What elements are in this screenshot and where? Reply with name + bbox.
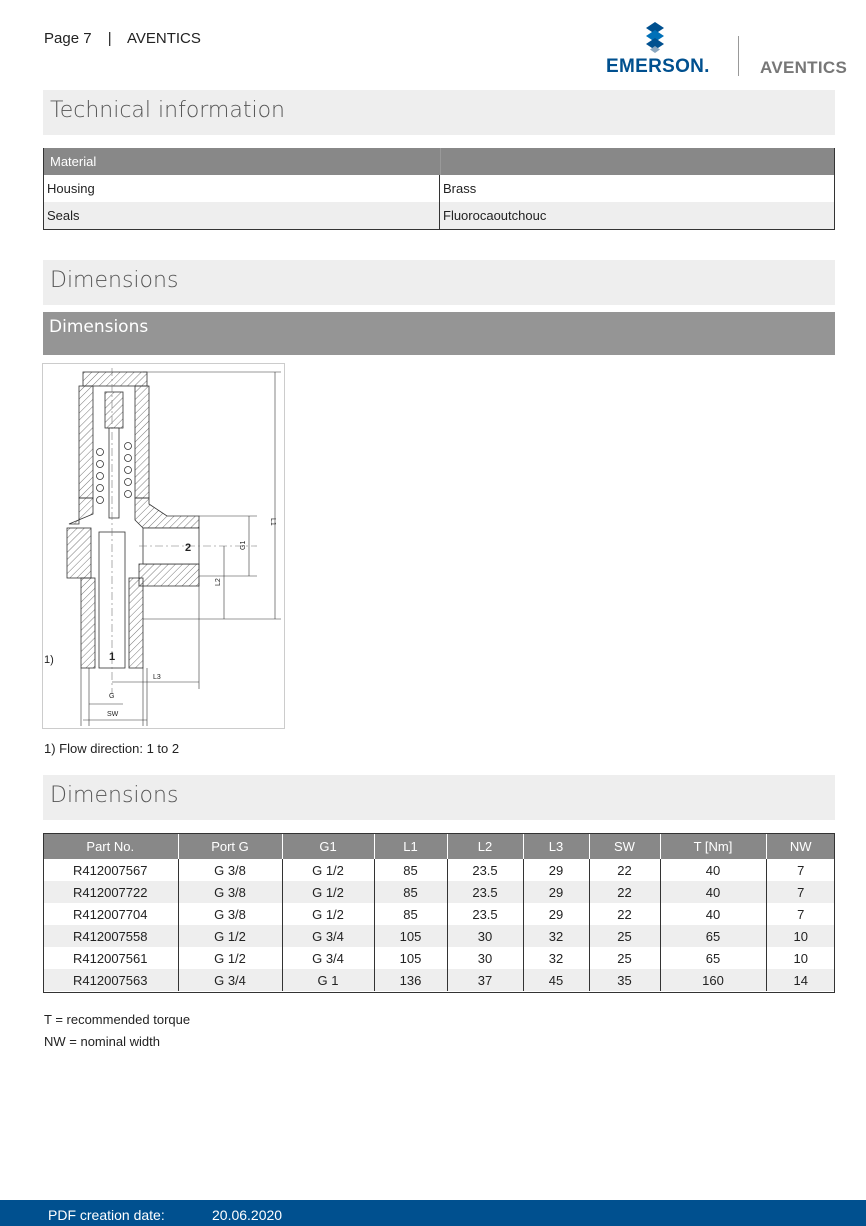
column-header: L2: [447, 833, 523, 859]
column-header: L1: [374, 833, 447, 859]
table-cell: G 3/8: [178, 903, 282, 925]
table-cell: 7: [797, 884, 805, 900]
dimensions-heading: [43, 260, 835, 305]
header-brand: AVENTICS: [126, 30, 201, 47]
material-table: [43, 148, 835, 230]
table-cell: 25: [589, 947, 660, 969]
table-cell: 10: [793, 950, 808, 966]
drawing-note-marker: 1): [44, 654, 54, 666]
dimensions-title: Dimensions: [50, 268, 179, 293]
pdf-creation-label: PDF creation date:: [48, 1207, 165, 1223]
table-cell: G 1/2: [282, 903, 374, 925]
table-cell: R412007561: [43, 947, 178, 969]
table-cell: 22: [589, 881, 660, 903]
column-header: L3: [523, 833, 589, 859]
table-cell: 30: [447, 947, 523, 969]
column-header: Part No.: [43, 833, 178, 859]
table-cell: R412007563: [43, 969, 178, 991]
technical-info-heading: [43, 90, 835, 135]
table-cell: G 3/4: [282, 947, 374, 969]
table-cell: 45: [523, 969, 589, 991]
table-cell: 23.5: [447, 881, 523, 903]
material-row: [44, 175, 834, 202]
table-row: [43, 969, 835, 991]
material-table-header: Material: [44, 148, 834, 175]
material-row: [44, 202, 834, 229]
aventics-wordmark: AVENTICS: [760, 58, 848, 77]
table-cell: 35: [589, 969, 660, 991]
column-header: T [Nm]: [660, 833, 766, 859]
nominal-width-legend: NW = nominal width: [44, 1034, 160, 1049]
table-cell: G 1/2: [282, 881, 374, 903]
dimensions-subheading: [43, 312, 835, 355]
pdf-creation-date: 20.06.2020: [212, 1207, 283, 1223]
g-label: G: [109, 693, 115, 700]
table-row: [43, 925, 835, 947]
table-cell: R412007722: [43, 881, 178, 903]
technical-info-title: Technical information: [50, 98, 285, 123]
table-row: [43, 903, 835, 925]
table-cell: 85: [374, 881, 447, 903]
port-1-label: 1: [109, 651, 116, 663]
header-separator: |: [107, 30, 112, 47]
table-cell: 7: [797, 906, 805, 922]
column-header: G1: [282, 833, 374, 859]
table-cell: 32: [523, 925, 589, 947]
table-cell: 40: [660, 859, 766, 881]
dimensions-table-heading: [43, 775, 835, 820]
table-cell: 7: [797, 862, 805, 878]
l2-label: L2: [215, 578, 222, 586]
table-cell: 85: [374, 903, 447, 925]
dimensions-table: [43, 833, 835, 991]
flow-direction-footnote: 1) Flow direction: 1 to 2: [44, 741, 180, 756]
table-cell: R412007567: [43, 859, 178, 881]
table-cell: G 3/8: [178, 881, 282, 903]
table-cell: R412007704: [43, 903, 178, 925]
l3-label: L3: [153, 674, 161, 681]
dimensions-subtitle: Dimensions: [49, 317, 149, 337]
table-cell: 65: [660, 947, 766, 969]
table-cell: 40: [660, 903, 766, 925]
table-cell: G 1/2: [178, 947, 282, 969]
column-header: SW: [589, 833, 660, 859]
table-cell: 23.5: [447, 859, 523, 881]
table-row: [43, 947, 835, 969]
page-footer: [0, 1200, 866, 1226]
table-cell: 37: [447, 969, 523, 991]
table-cell: 29: [523, 859, 589, 881]
valve-cross-section-icon: [43, 364, 284, 728]
table-cell: 29: [523, 903, 589, 925]
table-cell: 85: [374, 859, 447, 881]
table-row: [43, 859, 835, 881]
table-cell: G 3/4: [178, 969, 282, 991]
l1-label: L1: [269, 518, 276, 526]
dimensions-table-title: Dimensions: [50, 783, 179, 808]
company-logo: [604, 22, 860, 82]
torque-legend: T = recommended torque: [44, 1012, 191, 1027]
table-cell: G 3/8: [178, 859, 282, 881]
g1-label: G1: [240, 540, 247, 550]
table-cell: 40: [660, 881, 766, 903]
page-label: Page: [44, 30, 80, 47]
table-cell: G 3/4: [282, 925, 374, 947]
table-cell: 29: [523, 881, 589, 903]
logo-divider: [738, 36, 739, 76]
material-value: Fluorocaoutchouc: [443, 208, 547, 223]
table-cell: G 1/2: [282, 859, 374, 881]
table-cell: 105: [374, 925, 447, 947]
table-cell: 10: [793, 928, 808, 944]
table-cell: G 1/2: [178, 925, 282, 947]
table-cell: 23.5: [447, 903, 523, 925]
material-label: Housing: [44, 175, 440, 202]
column-header: Port G: [178, 833, 282, 859]
page-number: 7: [83, 30, 92, 47]
emerson-wordmark: EMERSON.: [606, 56, 710, 77]
table-cell: 105: [374, 947, 447, 969]
page-header: [44, 30, 201, 47]
port-2-label: 2: [185, 542, 192, 554]
valve-dimension-drawing: [42, 363, 285, 729]
material-value: Brass: [443, 181, 477, 196]
table-cell: 136: [374, 969, 447, 991]
column-header: NW: [766, 833, 835, 859]
table-header-row: [43, 833, 835, 859]
table-cell: 32: [523, 947, 589, 969]
table-cell: 25: [589, 925, 660, 947]
table-row: [43, 881, 835, 903]
sw-label: SW: [107, 711, 119, 718]
table-cell: 22: [589, 903, 660, 925]
table-cell: G 1: [282, 969, 374, 991]
table-cell: 14: [793, 972, 808, 988]
table-cell: R412007558: [43, 925, 178, 947]
table-cell: 160: [660, 969, 766, 991]
table-cell: 22: [589, 859, 660, 881]
table-cell: 65: [660, 925, 766, 947]
table-cell: 30: [447, 925, 523, 947]
material-label: Seals: [44, 202, 440, 229]
emerson-logo-icon: [644, 22, 666, 54]
